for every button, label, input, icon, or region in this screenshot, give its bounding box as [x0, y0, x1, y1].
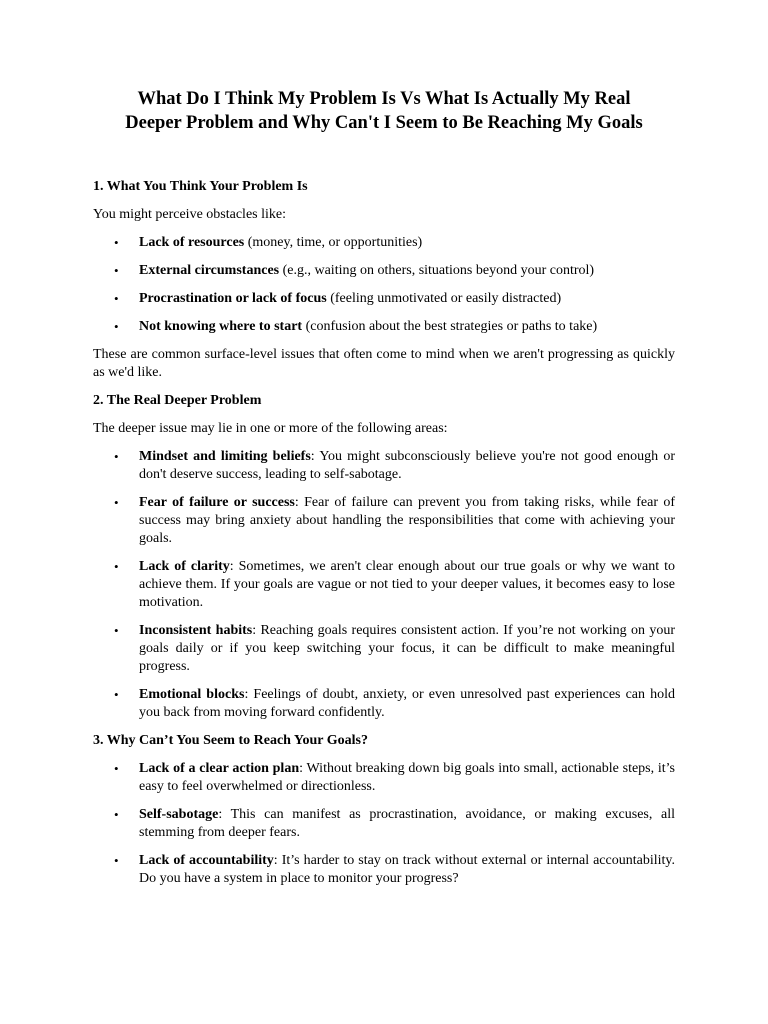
section-1-intro: You might perceive obstacles like:: [93, 207, 286, 222]
section-1-heading: 1. What You Think Your Problem Is: [93, 179, 308, 194]
item-text: : Sometimes, we aren't clear enough about our true goals or why we want to achieve them. If your goals are vague or not tied to your deeper values, it becomes easy to lose motivation.: [139, 559, 675, 610]
item-term: Not knowing where to start: [139, 319, 303, 334]
item-term: Fear of failure or success: [139, 495, 295, 510]
section-3-list: [93, 760, 675, 888]
bullet-icon: •: [114, 495, 119, 510]
bullet-icon: •: [114, 449, 119, 464]
item-text: : Without breaking down big goals into small, actionable steps, it’s easy to feel overwhelmed or directionless.: [139, 761, 676, 794]
item-text: : Reaching goals requires consistent action. If you’re not working on your goals daily or if you keep switching your focus, it can be difficult to make meaningful progress.: [139, 623, 675, 674]
section-3-heading: 3. Why Can’t You Seem to Reach Your Goals?: [93, 733, 368, 748]
item-text: (feeling unmotivated or easily distracted): [326, 291, 562, 306]
bullet-icon: •: [114, 623, 119, 638]
item-text: : This can manifest as procrastination, avoidance, or making excuses, all stemming from deeper fears.: [139, 807, 675, 840]
item-term: Emotional blocks: [139, 687, 245, 702]
bullet-icon: •: [114, 761, 119, 776]
item-term: Mindset and limiting beliefs: [139, 449, 311, 464]
list-item: [93, 318, 675, 336]
list-item: [93, 290, 675, 308]
document-title: [80, 87, 688, 135]
title-line-2: Deeper Problem and Why Can't I Seem to Be Reaching My Goals: [125, 113, 643, 133]
section-2-heading: 2. The Real Deeper Problem: [93, 393, 262, 408]
list-item: [93, 806, 675, 842]
item-text: : Fear of failure can prevent you from taking risks, while fear of success may bring anxiety about handling the responsibilities that come with achieving your goals.: [139, 495, 675, 546]
item-term: Lack of accountability: [139, 853, 274, 868]
list-item: [93, 234, 675, 252]
bullet-icon: •: [114, 291, 119, 306]
item-term: External circumstances: [139, 263, 280, 278]
section-2-list: [93, 448, 675, 722]
bullet-icon: •: [114, 319, 119, 334]
item-text: : Feelings of doubt, anxiety, or even unresolved past experiences can hold you back from moving forward confidently.: [139, 687, 675, 720]
bullet-icon: •: [114, 559, 119, 574]
list-item: [93, 262, 675, 280]
item-term: Lack of clarity: [139, 559, 230, 574]
bullet-icon: •: [114, 853, 119, 868]
title-line-1: What Do I Think My Problem Is Vs What Is Actually My Real: [137, 89, 631, 109]
bullet-icon: •: [114, 235, 119, 250]
item-text: : You might subconsciously believe you're not good enough or don't deserve success, leading to self-sabotage.: [139, 449, 675, 482]
item-term: Lack of resources: [139, 235, 245, 250]
list-item: [93, 558, 675, 612]
item-text: (money, time, or opportunities): [244, 235, 423, 250]
document-body: [93, 178, 675, 898]
item-text: (confusion about the best strategies or paths to take): [302, 319, 598, 334]
item-term: Inconsistent habits: [139, 623, 253, 638]
item-text: (e.g., waiting on others, situations beyond your control): [279, 263, 595, 278]
list-item: [93, 760, 675, 796]
item-term: Lack of a clear action plan: [139, 761, 300, 776]
item-text: : It’s harder to stay on track without external or internal accountability. Do you have a system in place to monitor your progress?: [139, 853, 675, 886]
section-2-intro: The deeper issue may lie in one or more of the following areas:: [93, 421, 448, 436]
list-item: [93, 494, 675, 548]
item-term: Self-sabotage: [139, 807, 219, 822]
list-item: [93, 448, 675, 484]
bullet-icon: •: [114, 807, 119, 822]
list-item: [93, 622, 675, 676]
list-item: [93, 686, 675, 722]
section-1-list: [93, 234, 675, 336]
bullet-icon: •: [114, 687, 119, 702]
item-term: Procrastination or lack of focus: [139, 291, 327, 306]
list-item: [93, 852, 675, 888]
section-1-outro: These are common surface-level issues that often come to mind when we aren't progressing as quickly as we'd like.: [93, 347, 675, 380]
bullet-icon: •: [114, 263, 119, 278]
